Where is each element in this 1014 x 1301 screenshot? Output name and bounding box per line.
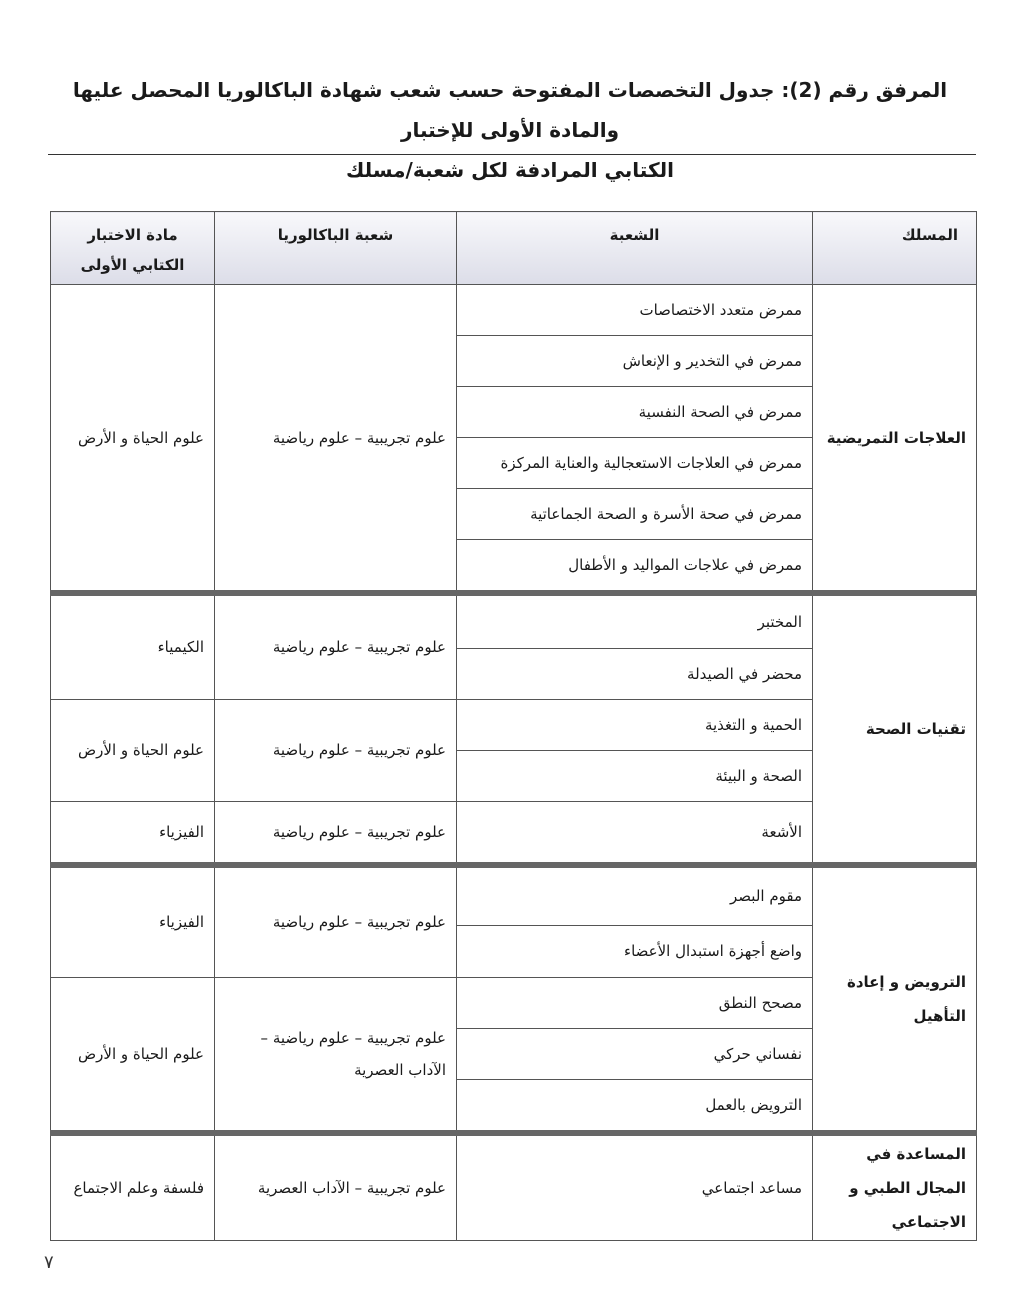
specialty-cell: ممرض متعدد الاختصاصات — [457, 285, 813, 336]
table-header-row — [51, 212, 977, 285]
bac-stream-cell: علوم تجريبية – علوم رياضية — [215, 285, 457, 594]
table-row — [51, 865, 977, 925]
specialty-cell: ممرض في علاجات المواليد و الأطفال — [457, 540, 813, 594]
exam-subject-cell: علوم الحياة و الأرض — [51, 699, 215, 801]
specialty-cell: مساعد اجتماعي — [457, 1133, 813, 1241]
header-track: المسلك — [813, 212, 977, 285]
bac-stream-cell: علوم تجريبية – علوم رياضية — [215, 801, 457, 865]
specialty-cell: نفساني حركي — [457, 1028, 813, 1079]
page-corner-mark: ٧ — [44, 1252, 54, 1273]
specialty-cell: الحمية و التغذية — [457, 699, 813, 750]
bac-stream-cell: علوم تجريبية – علوم رياضية — [215, 699, 457, 801]
bac-stream-cell: علوم تجريبية – الآداب العصرية — [215, 1133, 457, 1241]
specialty-cell: مقوم البصر — [457, 865, 813, 925]
table-row — [51, 593, 977, 648]
specialty-cell: الترويض بالعمل — [457, 1079, 813, 1133]
exam-subject-cell: الفيزياء — [51, 865, 215, 977]
track-health-techniques: تقنيات الصحة — [813, 593, 977, 865]
header-exam-subject: مادة الاختبار الكتابي الأولى — [51, 212, 215, 285]
document-title — [44, 70, 976, 190]
track-medical-social-assistance: المساعدة في المجال الطبي و الاجتماعي — [813, 1133, 977, 1241]
document-title-line1: المرفق رقم (2): جدول التخصصات المفتوحة حسب شعب شهادة الباكالوريا المحصل عليها والمادة الأولى للإختبار — [72, 78, 948, 142]
document-title-line2: الكتابي المرادفة لكل شعبة/مسلك — [346, 158, 674, 182]
specialty-cell: ممرض في التخدير و الإنعاش — [457, 336, 813, 387]
specialty-cell: ممرض في الصحة النفسية — [457, 387, 813, 438]
specialty-cell: محضر في الصيدلة — [457, 648, 813, 699]
exam-subject-cell: الكيمياء — [51, 593, 215, 699]
exam-subject-cell: فلسفة وعلم الاجتماع — [51, 1133, 215, 1241]
bac-stream-cell: علوم تجريبية – علوم رياضية – الآداب العصرية — [215, 977, 457, 1133]
exam-subject-cell: الفيزياء — [51, 801, 215, 865]
header-bac-stream: شعبة الباكالوريا — [215, 212, 457, 285]
exam-subject-cell: علوم الحياة و الأرض — [51, 285, 215, 594]
bac-stream-cell: علوم تجريبية – علوم رياضية — [215, 865, 457, 977]
track-rehabilitation: الترويض و إعادة التأهيل — [813, 865, 977, 1133]
header-specialty: الشعبة — [457, 212, 813, 285]
specialty-cell: الأشعة — [457, 801, 813, 865]
exam-subject-cell: علوم الحياة و الأرض — [51, 977, 215, 1133]
table-row — [51, 1133, 977, 1241]
specialty-cell: ممرض في صحة الأسرة و الصحة الجماعاتية — [457, 489, 813, 540]
specialty-cell: واضع أجهزة استبدال الأعضاء — [457, 925, 813, 977]
specialty-cell: مصحح النطق — [457, 977, 813, 1028]
title-underline — [48, 154, 976, 155]
specialty-cell: ممرض في العلاجات الاستعجالية والعناية المركزة — [457, 438, 813, 489]
specialties-table — [50, 211, 977, 1241]
table-row — [51, 285, 977, 336]
specialty-cell: المختبر — [457, 593, 813, 648]
bac-stream-cell: علوم تجريبية – علوم رياضية — [215, 593, 457, 699]
track-nursing-care: العلاجات التمريضية — [813, 285, 977, 594]
specialty-cell: الصحة و البيئة — [457, 750, 813, 801]
